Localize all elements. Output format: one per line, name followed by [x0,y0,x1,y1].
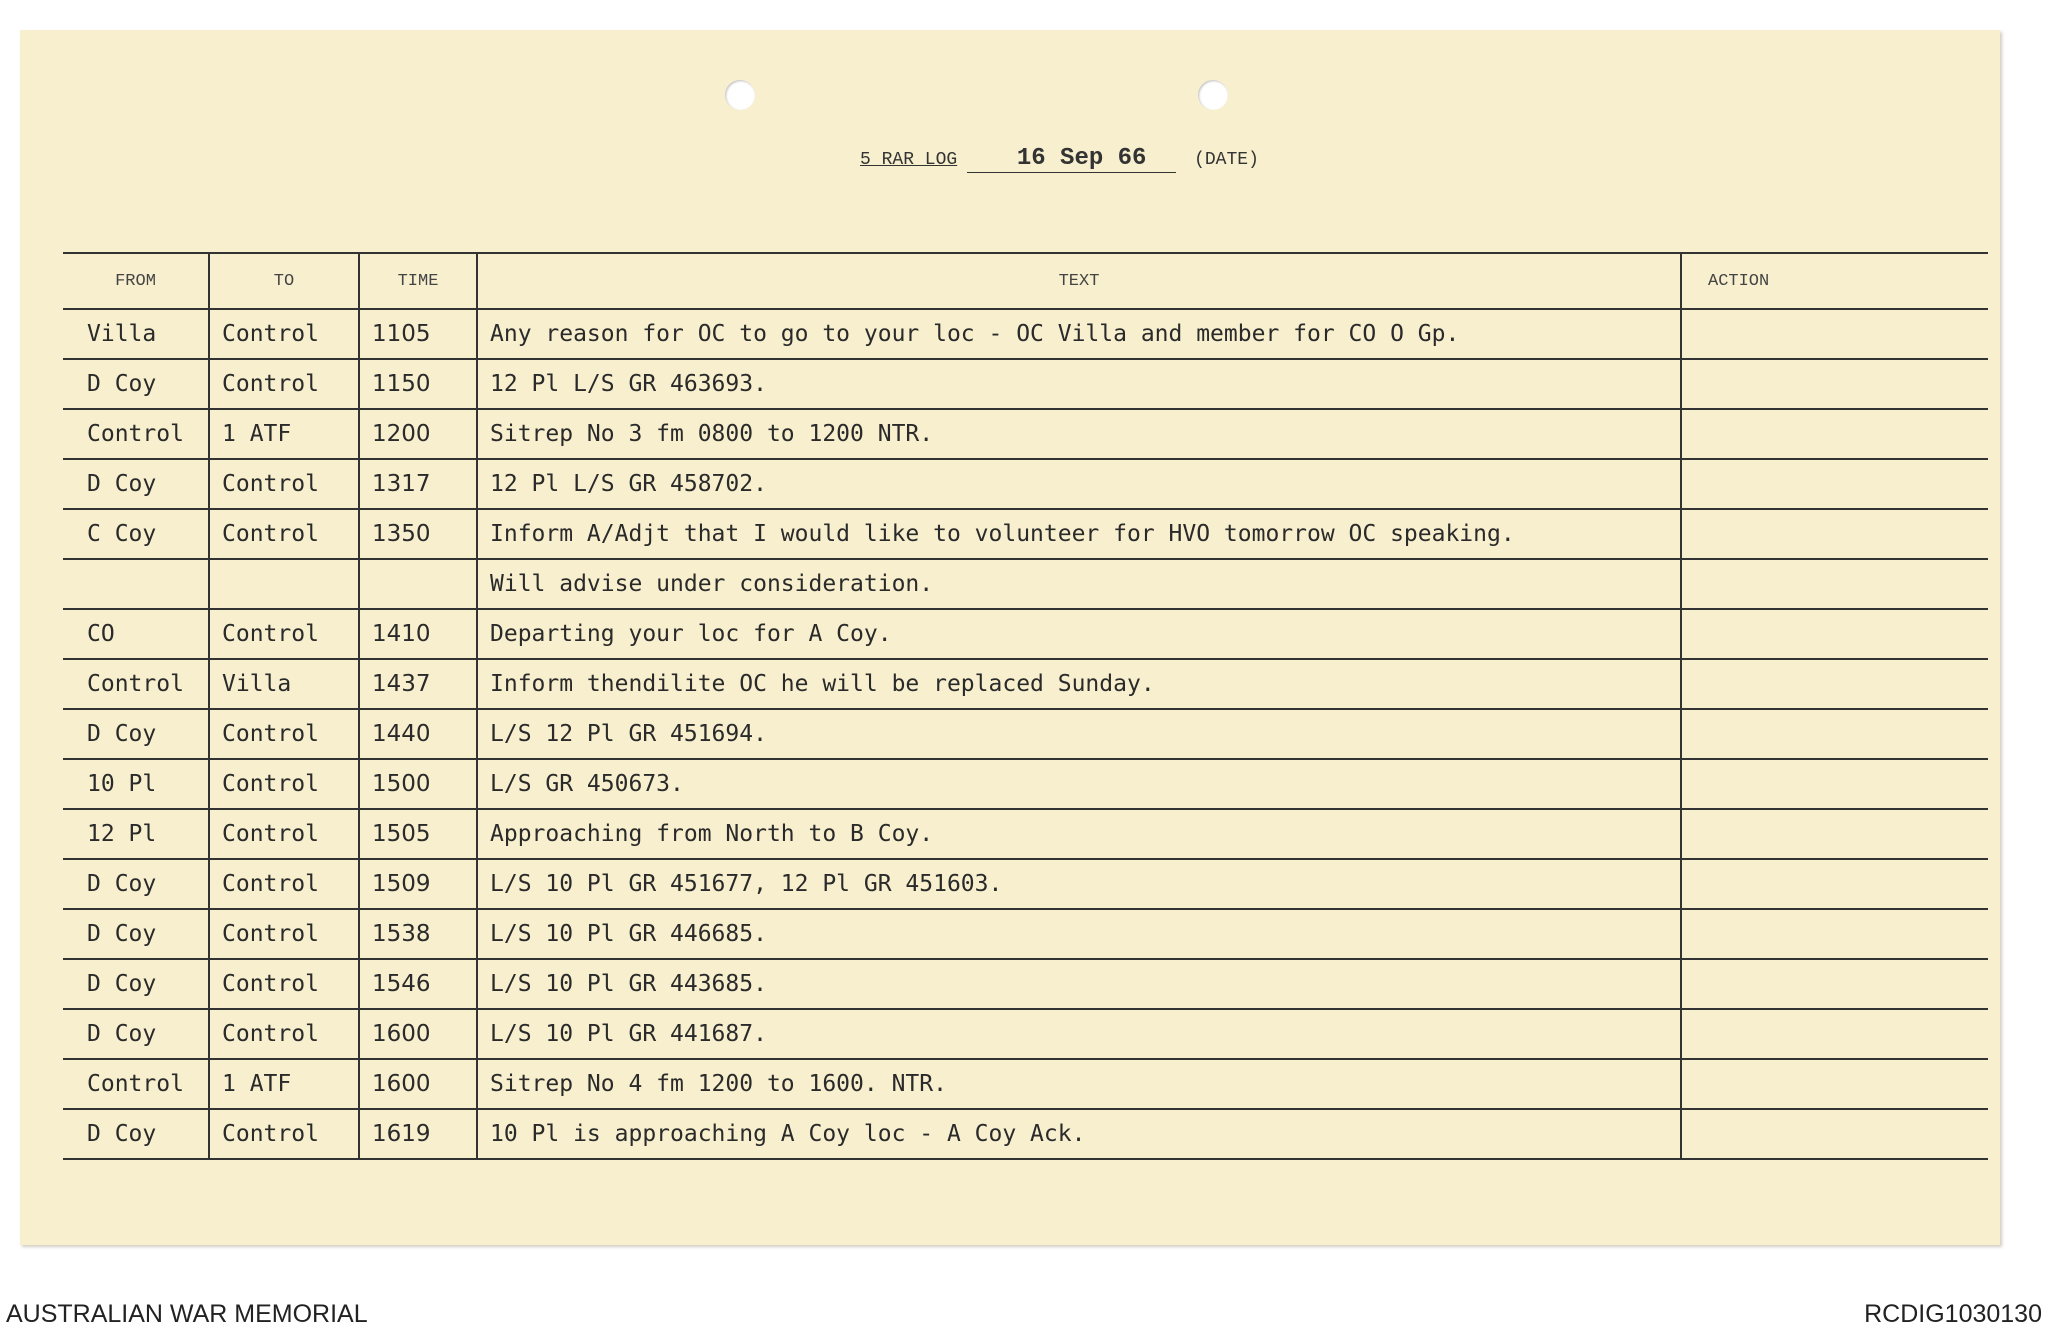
cell-time [359,559,477,609]
cell-text: L/S 10 Pl GR 451677, 12 Pl GR 451603. [477,859,1681,909]
cell-action [1681,759,1988,809]
cell-text: L/S 10 Pl GR 441687. [477,1009,1681,1059]
column-header-from: FROM [63,253,209,309]
cell-to: Control [209,909,359,959]
cell-to: Control [209,959,359,1009]
log-row [63,809,1988,859]
cell-text: L/S GR 450673. [477,759,1681,809]
log-row [63,409,1988,459]
cell-action [1681,909,1988,959]
column-header-time: TIME [359,253,477,309]
cell-text: Sitrep No 4 fm 1200 to 1600. NTR. [477,1059,1681,1109]
cell-text: L/S 10 Pl GR 443685. [477,959,1681,1009]
cell-to: Villa [209,659,359,709]
log-row [63,459,1988,509]
cell-to: Control [209,709,359,759]
punch-hole-left [725,80,755,110]
cell-from: D Coy [63,959,209,1009]
cell-action [1681,409,1988,459]
log-table [63,252,1988,1160]
cell-action [1681,609,1988,659]
cell-text: Any reason for OC to go to your loc - OC Villa and member for CO O Gp. [477,309,1681,359]
log-row [63,709,1988,759]
cell-from: 12 Pl [63,809,209,859]
cell-from [63,559,209,609]
log-label: 5 RAR LOG [860,150,958,170]
cell-text: Will advise under consideration. [477,559,1681,609]
cell-to [209,559,359,609]
cell-time: 1200 [359,409,477,459]
cell-text: 12 Pl L/S GR 458702. [477,459,1681,509]
cell-time: 1505 [359,809,477,859]
cell-text: Inform thendilite OC he will be replaced Sunday. [477,659,1681,709]
cell-time: 1317 [359,459,477,509]
log-row [63,659,1988,709]
cell-to: Control [209,509,359,559]
cell-to: Control [209,1109,359,1159]
cell-time: 1619 [359,1109,477,1159]
cell-action [1681,1059,1988,1109]
cell-from: Villa [63,309,209,359]
cell-action [1681,459,1988,509]
cell-time: 1410 [359,609,477,659]
cell-from: CO [63,609,209,659]
log-row [63,1009,1988,1059]
cell-action [1681,809,1988,859]
column-header-text: TEXT [477,253,1681,309]
cell-time: 1509 [359,859,477,909]
cell-action [1681,659,1988,709]
log-row [63,559,1988,609]
log-row [63,359,1988,409]
cell-from: D Coy [63,459,209,509]
cell-from: D Coy [63,1009,209,1059]
cell-to: Control [209,759,359,809]
cell-to: Control [209,859,359,909]
cell-time: 1538 [359,909,477,959]
cell-time: 1500 [359,759,477,809]
cell-time: 1440 [359,709,477,759]
log-header-row [63,253,1988,309]
log-row [63,309,1988,359]
cell-time: 1150 [359,359,477,409]
log-row [63,759,1988,809]
cell-text: 12 Pl L/S GR 463693. [477,359,1681,409]
cell-from: D Coy [63,1109,209,1159]
cell-time: 1105 [359,309,477,359]
cell-from: C Coy [63,509,209,559]
cell-to: Control [209,459,359,509]
cell-text: L/S 10 Pl GR 446685. [477,909,1681,959]
cell-to: Control [209,1009,359,1059]
cell-to: Control [209,359,359,409]
cell-to: Control [209,309,359,359]
cell-action [1681,709,1988,759]
cell-text: Sitrep No 3 fm 0800 to 1200 NTR. [477,409,1681,459]
cell-to: Control [209,609,359,659]
log-row [63,959,1988,1009]
cell-text: Approaching from North to B Coy. [477,809,1681,859]
cell-text: Inform A/Adjt that I would like to volunteer for HVO tomorrow OC speaking. [477,509,1681,559]
cell-action [1681,509,1988,559]
cell-text: L/S 12 Pl GR 451694. [477,709,1681,759]
cell-time: 1546 [359,959,477,1009]
cell-from: D Coy [63,859,209,909]
column-header-action: ACTION [1681,253,1988,309]
footer-institution: AUSTRALIAN WAR MEMORIAL [6,1300,368,1328]
cell-action [1681,359,1988,409]
date-label: (DATE) [1194,150,1259,170]
cell-action [1681,1009,1988,1059]
cell-from: 10 Pl [63,759,209,809]
cell-from: D Coy [63,709,209,759]
log-row [63,859,1988,909]
cell-to: 1 ATF [209,1059,359,1109]
cell-time: 1600 [359,1059,477,1109]
cell-action [1681,1109,1988,1159]
cell-time: 1350 [359,509,477,559]
cell-time: 1437 [359,659,477,709]
log-row [63,909,1988,959]
log-date: 16 Sep 66 [967,145,1177,173]
footer-record-id: RCDIG1030130 [1864,1300,2042,1328]
cell-action [1681,959,1988,1009]
cell-from: D Coy [63,909,209,959]
cell-action [1681,859,1988,909]
cell-action [1681,309,1988,359]
cell-text: 10 Pl is approaching A Coy loc - A Coy Ack. [477,1109,1681,1159]
log-header [860,145,1259,173]
log-row [63,609,1988,659]
cell-action [1681,559,1988,609]
log-row [63,509,1988,559]
cell-from: Control [63,659,209,709]
cell-text: Departing your loc for A Coy. [477,609,1681,659]
log-row [63,1059,1988,1109]
cell-to: Control [209,809,359,859]
punch-hole-right [1198,80,1228,110]
cell-time: 1600 [359,1009,477,1059]
cell-to: 1 ATF [209,409,359,459]
log-body [63,309,1988,1159]
cell-from: D Coy [63,359,209,409]
cell-from: Control [63,409,209,459]
log-row [63,1109,1988,1159]
cell-from: Control [63,1059,209,1109]
column-header-to: TO [209,253,359,309]
